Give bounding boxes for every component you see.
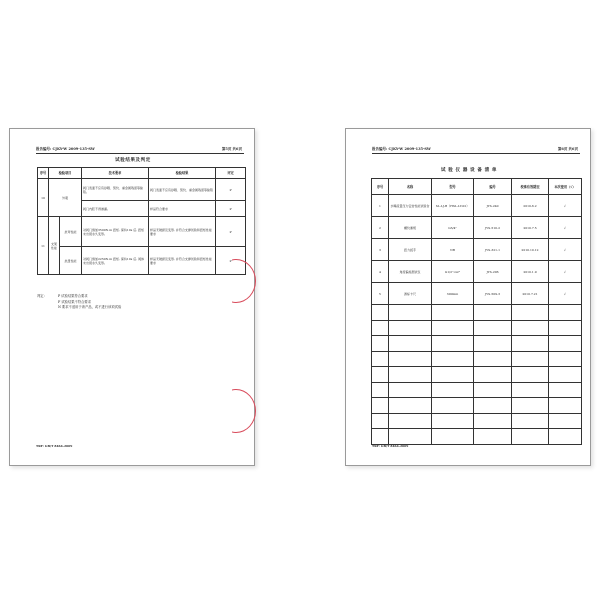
empty-cell (549, 351, 582, 367)
column-header: 序号 (372, 179, 389, 195)
equipment-used-cell: √ (549, 195, 582, 217)
table-row (38, 217, 246, 247)
empty-cell (474, 367, 512, 383)
empty-cell (474, 398, 512, 414)
empty-cell (389, 305, 432, 321)
equipment-code-cell: JYS-510-2 (474, 217, 512, 239)
table-row (372, 239, 582, 261)
column-header: 序号 (38, 168, 49, 179)
equipment-valid-cell: 2010.7.5 (512, 217, 549, 239)
empty-cell (389, 413, 432, 429)
grade-cell: P (216, 179, 246, 201)
result-cell: 样品无破损及变形, 并符合支撑试验和扭矩性能要求 (149, 247, 216, 275)
result-cell: 样品无破损及变形, 并符合支撑试验和扭矩性能要求 (149, 217, 216, 247)
empty-table-row (372, 336, 582, 352)
equipment-model-cell: G3/4" (432, 217, 474, 239)
table-title: 试 验 仪 器 设 备 清 单 (441, 168, 497, 173)
column-header: 型号 (432, 179, 474, 195)
column-header: 名称 (389, 179, 432, 195)
empty-cell (512, 398, 549, 414)
empty-cell (474, 413, 512, 429)
table-header-row (38, 168, 246, 179)
empty-cell (372, 367, 389, 383)
grade-cell: P (216, 201, 246, 217)
empty-cell (389, 320, 432, 336)
page-footer: TRF: GB/T 8464-2009 (36, 444, 73, 448)
empty-cell (549, 413, 582, 429)
equipment-valid-cell: 2010.10.12 (512, 239, 549, 261)
equipment-used-cell: √ (549, 217, 582, 239)
empty-table-row (372, 413, 582, 429)
row-item: 支架性能 (49, 217, 60, 275)
equipment-valid-cell: 2010.1.9 (512, 261, 549, 283)
results-table (37, 167, 246, 275)
empty-cell (389, 336, 432, 352)
empty-cell (549, 336, 582, 352)
legend-line: N 要求不适用于该产品，或不进行该项试验 (58, 305, 122, 309)
empty-cell (389, 382, 432, 398)
empty-cell (512, 429, 549, 445)
empty-table-row (372, 305, 582, 321)
page-footer: TRF: GB/T 8464-2009 (372, 444, 409, 448)
equipment-model-cell: NB (432, 239, 474, 261)
equipment-no-cell: 3 (372, 239, 389, 261)
empty-cell (432, 367, 474, 383)
table-row (38, 179, 246, 201)
column-header: 检验结果 (149, 168, 216, 179)
row-number: 10 (38, 179, 49, 217)
table-row (372, 217, 582, 239)
equipment-name-cell: 角度偏差测试仪 (389, 261, 432, 283)
empty-cell (372, 398, 389, 414)
requirement-cell: 对阀门施加2250N·m 扭矩, 保持10s 后, 阀体未出现永久变形。 (82, 247, 149, 275)
table-header-row (372, 179, 582, 195)
table-row (372, 195, 582, 217)
header-rule (372, 153, 580, 154)
empty-cell (432, 429, 474, 445)
empty-cell (372, 320, 389, 336)
empty-table-row (372, 320, 582, 336)
equipment-valid-cell: 2010.7.21 (512, 283, 549, 305)
table-row (372, 261, 582, 283)
legend-line: P 试验结果符合要求 (58, 294, 88, 298)
empty-cell (389, 351, 432, 367)
seal-stamp-icon (232, 389, 256, 433)
empty-table-row (372, 382, 582, 398)
equipment-name-cell: 螺纹塞规 (389, 217, 432, 239)
empty-cell (549, 367, 582, 383)
page-number: 第6页 共6页 (557, 147, 578, 151)
empty-table-row (372, 367, 582, 383)
column-header: 技术要求 (82, 168, 149, 179)
empty-cell (432, 382, 474, 398)
grade-cell: P (216, 247, 246, 275)
header-rule (36, 153, 244, 154)
requirement-cell: 阀门表面不应有砂眼、裂纹、重金属残留等缺陷。 (82, 179, 149, 201)
column-header: 编号 (474, 179, 512, 195)
requirement-cell: 对阀门施加3500N·m 扭矩, 保持10s 后, 扭矩未出现永久变形。 (82, 217, 149, 247)
equipment-model-cell: G1/2"-G2" (432, 261, 474, 283)
empty-table-row (372, 429, 582, 445)
empty-cell (372, 413, 389, 429)
column-header: 检验项目 (49, 168, 82, 179)
equipment-name-cell: 水嘴流量压力密封性能试验台 (389, 195, 432, 217)
empty-cell (372, 336, 389, 352)
row-number: 11 (38, 217, 49, 275)
empty-cell (432, 398, 474, 414)
empty-cell (372, 382, 389, 398)
empty-cell (549, 398, 582, 414)
result-cell: 样品符合要求 (149, 201, 216, 217)
empty-cell (372, 305, 389, 321)
equipment-model-cell: SL-LJ-B（HSL-LY-02） (432, 195, 474, 217)
empty-cell (549, 382, 582, 398)
equipment-no-cell: 2 (372, 217, 389, 239)
empty-cell (372, 429, 389, 445)
equipment-table (371, 178, 582, 445)
result-cell: 阀门表面不应有砂眼、裂纹、重金属残留等缺陷 (149, 179, 216, 201)
page-number: 第5页 共6页 (221, 147, 242, 151)
requirement-cell: 阀门内腔不得渗漏。 (82, 201, 149, 217)
empty-cell (512, 336, 549, 352)
empty-cell (474, 336, 512, 352)
empty-cell (512, 413, 549, 429)
empty-table-row (372, 398, 582, 414)
equipment-name-cell: 扭力扳手 (389, 239, 432, 261)
report-page-5 (9, 128, 255, 466)
empty-cell (474, 382, 512, 398)
table-row (38, 247, 246, 275)
equipment-no-cell: 4 (372, 261, 389, 283)
equipment-used-cell: √ (549, 283, 582, 305)
equipment-code-cell: JYS-509-3 (474, 283, 512, 305)
empty-cell (512, 367, 549, 383)
grade-cell: P (216, 217, 246, 247)
column-header: 评定 (216, 168, 246, 179)
table-row (372, 283, 582, 305)
table-title: 试验结果及判定 (115, 158, 151, 163)
empty-cell (432, 305, 474, 321)
equipment-valid-cell: 2010-6.2 (512, 195, 549, 217)
empty-cell (474, 305, 512, 321)
equipment-used-cell: √ (549, 239, 582, 261)
equipment-no-cell: 1 (372, 195, 389, 217)
empty-cell (474, 320, 512, 336)
empty-cell (512, 351, 549, 367)
empty-cell (432, 336, 474, 352)
report-number: 报告编号: CJKY-W 2009-135-SW (36, 147, 95, 151)
notes-label: 判定: (37, 294, 45, 298)
column-header: 本次使用（√） (549, 179, 582, 195)
equipment-code-cell: JYS-206 (474, 261, 512, 283)
empty-cell (432, 320, 474, 336)
subitem-cell: 抗扭性能 (60, 247, 82, 275)
empty-cell (372, 351, 389, 367)
report-number: 报告编号: CJKY-W 2009-135-SW (372, 147, 431, 151)
equipment-no-cell: 5 (372, 283, 389, 305)
empty-cell (512, 305, 549, 321)
empty-cell (549, 320, 582, 336)
seal-stamp-icon (232, 259, 256, 303)
subitem-cell: 抗弯性能 (60, 217, 82, 247)
empty-cell (549, 429, 582, 445)
empty-cell (389, 398, 432, 414)
equipment-code-cell: JYS-321-1 (474, 239, 512, 261)
empty-cell (432, 351, 474, 367)
legend-line: F 试验结果不符合要求 (58, 299, 92, 304)
empty-cell (432, 413, 474, 429)
empty-cell (512, 382, 549, 398)
report-page-6 (345, 128, 591, 466)
empty-cell (512, 320, 549, 336)
column-header: 校准有效期至 (512, 179, 549, 195)
empty-cell (389, 429, 432, 445)
equipment-code-cell: JYS-240 (474, 195, 512, 217)
empty-cell (474, 429, 512, 445)
row-item: 外观 (49, 179, 82, 217)
grade-legend (58, 294, 121, 311)
empty-cell (474, 351, 512, 367)
equipment-model-cell: 300mm (432, 283, 474, 305)
empty-cell (389, 367, 432, 383)
empty-cell (549, 305, 582, 321)
equipment-name-cell: 游标卡尺 (389, 283, 432, 305)
empty-table-row (372, 351, 582, 367)
equipment-used-cell: √ (549, 261, 582, 283)
